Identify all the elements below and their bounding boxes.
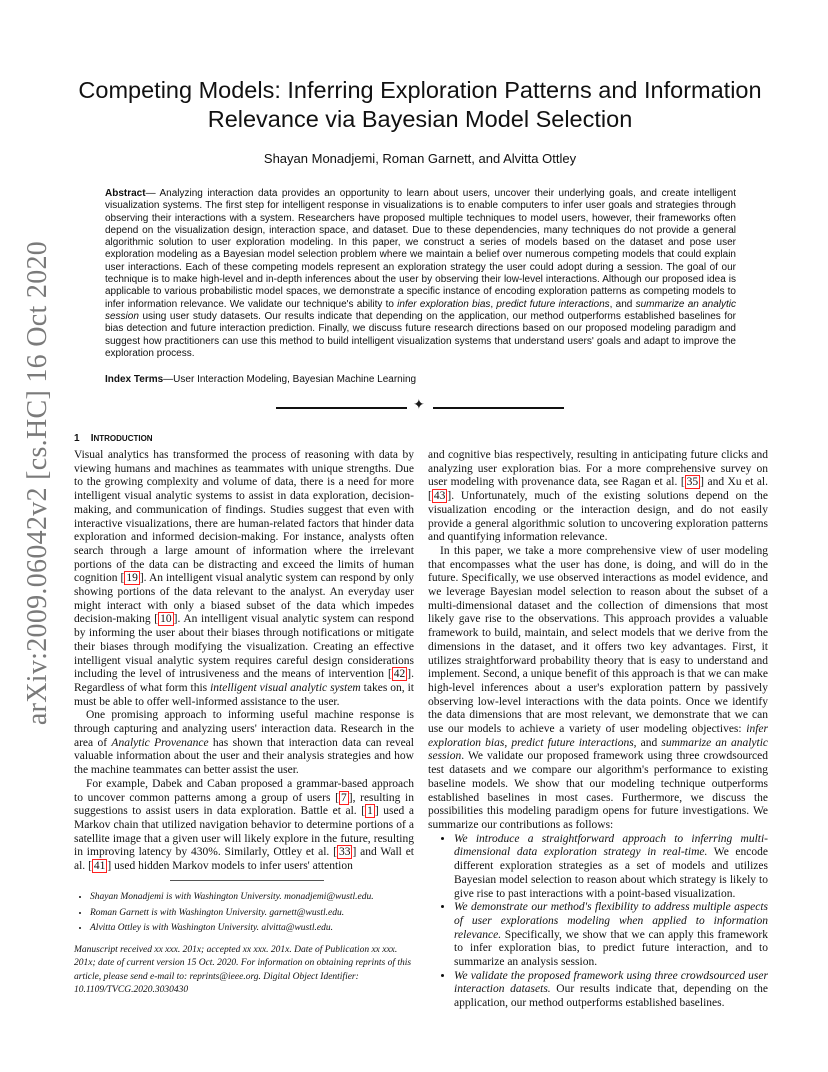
text-run: used a Markov chain that utilized navigation behavior to determine portions of a satellite image that a given user will likely explore in the future, resulting in improving latency by 430%. Similarly, Ottley et al. (74, 805, 414, 859)
text-run: Visual analytics has transformed the process of reasoning with data by viewing humans and machines as teammates with unique strengths. Due to the growing complexity and volume of data, there is a need for more intelligent visual analytic systems to assist in data exploration, decision-making, and communication of findings. Studies suggest that even with interactive visualizations, there are human-related factors that hinder data exploration and informed decision-making. For instance, analysts often search through a large amount of information where the irrelevant portions of the data can be distracting and exceed the limits of human cognition (74, 449, 414, 585)
authors: Shayan Monadjemi, Roman Garnett, and Alvitta Ottley (263, 151, 577, 166)
footnote-item: • Alvitta Ottley is with Washington University. alvitta@wustl.edu. (90, 922, 419, 936)
citation-link[interactable]: 10 (160, 613, 172, 626)
text-run: . An intelligent visual analytic system can respond by only showing portions of the data relevant to the analyst. An everyday user might interact with only a biased subset of the data which impedes decision-making (74, 572, 414, 626)
section-number: 1 (74, 433, 80, 444)
emphasis: We introduce a straightforward approach to inferring multi-dimensional data exploration strategy in real-time. (454, 832, 768, 859)
emphasis: Analytic Provenance (111, 736, 209, 749)
index-terms-label: Index Terms (105, 374, 164, 385)
abstract-em-3: summarize an analytic session (105, 298, 737, 322)
text-run: used hidden Markov models to infer users' attention (111, 860, 353, 873)
contribution-item (454, 970, 768, 1011)
index-terms-text: —User Interaction Modeling, Bayesian Machine Learning (163, 374, 417, 385)
arxiv-identifier-text: arXiv:2009.06042v2 [cs.HC] 16 Oct 2020 (22, 240, 53, 726)
text-run: and Wall et al. (74, 846, 415, 873)
emphasis: We validate the proposed framework using three crowdsourced user interaction datasets. (454, 969, 768, 996)
emphasis: infer exploration bias (428, 723, 768, 749)
citation-link[interactable]: 43 (433, 490, 446, 503)
text-run: , and (633, 736, 662, 749)
intro-paragraph-5 (428, 545, 768, 833)
text-run: and Xu et al. (704, 476, 768, 489)
emphasis: We demonstrate our method's flexibility to address multiple aspects of user explorations modeling when applied to information relevance. (454, 901, 768, 941)
text-run: , (504, 736, 512, 749)
intro-paragraph-1: Visual analytics has transformed the process of reasoning with data by viewing humans and machines as teammates with unique strengths. Due to the growing complexity and volume of data, there is a need for more intelligent visual analytic systems to assist in data exploration, decision-making, and communication of findings. Studies suggest that even with interactive visualizations, there are human-related factors that hinder data exploration and informed decision-making. For instance, analysts often search through a large amount of information where the irrelevant portions of the data can be distracting and exceed the limits of human cognition [ 19 ]. An intelligent visual analytic system can respond by only showing portions of the data relevant to the analyst. An everyday user might interact with only a biased subset of the data which impedes decision-making [ 10 ]. An intelligent visual analytic system can respond by informing the user about their biases through notifications or mitigate their biases through modifying the visualization. Creating an effective intelligent visual analytic system requires careful design considerations including the level of intrusiveness and the means of intervention [ 42 ]. Regardless of what form this intelligent visual analytic system takes on, it must be able to offer well-informed assistance to the user. (74, 449, 414, 708)
text-run: In this paper, we take a more comprehensive view of user modeling that encompasses what the user has done, is doing, and will do in the future. Specifically, we use observed interactions as model evidence, and we leverage Bayesian model selection to reason about the subset of a multi-dimensional dataset and the collection of dimensions that most likely gave rise to the observations. This approach provides a valuable framework to build, maintain, and select models that we derive from the dimensions in the dataset, and it offers two key advantages. First, it utilizes straightforward probability theory that is easy to understand and implement. Second, a unique benefit of this approach is that we can make high-level inferences about a user's exploration pattern by passively observing low-level interactions with the data points. Once we identify the data dimensions that are most relevant, we demonstrate that we can use our models to achieve a variety of user modeling objectives: (428, 544, 768, 736)
section-heading-introduction (74, 433, 153, 444)
text-run: We encode different exploration strategies as a set of models and utilizes Bayesian model selection to reason about which strategy is likely to give rise to past interactions with a point-based visualization. (454, 846, 768, 900)
text-run: . An intelligent visual analytic system can respond by informing the user about their biases through notifications or mitigate their biases through modifying the visualization. Creating an effective intelligent visual analytic system requires careful design considerations including the level of intrusiveness and the means of intervention (74, 613, 414, 681)
footnote-item: • Shayan Monadjemi is with Washington University. monadjemi@wustl.edu. (90, 891, 419, 905)
emphasis: predict future interactions (511, 736, 634, 749)
emphasis: summarize an analytic session (428, 736, 768, 763)
abstract-em-2: predict future interactions (496, 298, 610, 310)
citation-link[interactable]: 1 (367, 805, 373, 818)
text-run: . We validate our proposed framework using three crowdsourced test datasets and we compare our algorithm's performance to existing baseline models. We show that our modeling technique outperforms established baselines in most cases. Furthermore, we discuss the possibilities this modeling paradigm opens for future investigations. We summarize our contributions as follows: (428, 750, 768, 831)
text-run: For example, Dabek and Caban proposed a grammar-based approach to uncover common patterns among a group of users (74, 777, 414, 804)
index-terms (105, 374, 736, 385)
left-column (74, 449, 414, 874)
intro-paragraph-4: and cognitive bias respectively, resulting in anticipating future clicks and analyzing user exploration bias. For a more comprehensive survey on user modeling with provenance data, see Ragan et al. [ 35 ] and Xu et al. [ 43 ]. Unfortunately, much of the existing solutions depend on the visualization encoding or the interaction design, and do not easily provide a general algorithmic solution to uncovering exploration patterns and quantifying information relevance. (428, 449, 768, 544)
footnote-item: • Roman Garnett is with Washington University. garnett@wustl.edu. (90, 907, 419, 921)
section-title-rest: NTRODUCTION (93, 434, 153, 443)
text-run: has shown that interaction data can reveal valuable information about the user and their analysis strategies and how the machine teammates can better assist the user. (74, 736, 414, 777)
citation-link[interactable]: 35 (686, 476, 699, 489)
abstract-text-2: using user study datasets. Our results indicate that depending on the application, our method outperforms established baselines for bias detection and future interaction prediction. Finally, we discuss future research directions based on our proposed modeling paradigm and suggest how practitioners can use this method to build intelligent visualization systems that understand users' goals and adapt to improve the exploration process. (105, 310, 736, 359)
abstract-sep: , and (609, 298, 636, 310)
contributions-list (428, 833, 768, 1011)
paper-title (70, 76, 770, 134)
emphasis: intelligent visual analytic system (210, 681, 361, 694)
section-initial: I (90, 433, 94, 444)
divider-line-left (276, 407, 407, 409)
contribution-item (454, 833, 768, 902)
abstract-sep: , (490, 298, 497, 310)
divider-line-right (433, 407, 564, 409)
citation-link[interactable]: 42 (393, 668, 406, 681)
abstract (105, 188, 736, 360)
citation-link[interactable]: 7 (340, 791, 347, 804)
text-run: . Regardless of what form this (74, 668, 414, 694)
intro-paragraph-2 (74, 709, 414, 778)
divider-star-icon: ✦ (413, 398, 425, 413)
footnote-rule (170, 880, 324, 881)
text-run: , resulting in suggestions to assist users in data exploration. Battle et al. (74, 791, 414, 818)
text-run: and cognitive bias respectively, resulting in anticipating future clicks and analyzing user exploration bias. For a more comprehensive survey on user modeling with provenance data, see Ragan et al. (428, 449, 768, 489)
text-run: takes on, it must be able to offer well-informed assistance to the user. (74, 681, 414, 708)
right-column (428, 449, 768, 1011)
section-divider (276, 400, 564, 416)
author-footnotes (74, 891, 419, 938)
text-run: Specifically, we show that we can apply this framework to infer exploration bias, to predict future interaction, and to summarize an analysis session. (454, 928, 768, 969)
intro-paragraph-3: For example, Dabek and Caban proposed a grammar-based approach to uncover common patterns among a group of users [ 7 ], resulting in suggestions to assist users in data exploration. Battle et al. [ 1 ] used a Markov chain that utilized navigation behavior to determine portions of a satellite image that a given user will likely explore in the future, resulting in improving latency by 430%. Similarly, Ottley et al. [ 33 ] and Wall et al. [ 41 ] used hidden Markov models to infer users' attention (74, 777, 415, 873)
text-run: . Unfortunately, much of the existing solutions depend on the visualization encoding or the interaction design, and do not easily provide a general algorithmic solution to uncovering exploration patterns and quantifying information relevance. (428, 490, 768, 544)
title-line-1: Competing Models: Inferring Exploration Patterns and Information (78, 77, 762, 103)
text-run: Our results indicate that, depending on the application, our method outperforms established baselines. (454, 983, 768, 1010)
citation-link[interactable]: 33 (338, 846, 351, 859)
arxiv-identifier (16, 240, 60, 726)
abstract-em-1: infer exploration bias (397, 298, 491, 310)
abstract-label: Abstract (105, 188, 146, 199)
title-line-2: Relevance via Bayesian Model Selection (207, 106, 633, 132)
manuscript-note: Manuscript received xx xxx. 201x; accepted xx xxx. 201x. Date of Publication xx xxx. 201x; date of current version 15 Oct. 2020. For information on obtaining reprints of this article, please send e-mail to: reprints@ieee.org. Digital Object Identifier: 10.1109/TVCG.2020.3030430 (74, 945, 412, 995)
citation-link[interactable]: 19 (126, 572, 138, 585)
text-run: One promising approach to informing useful machine response is through capturing and analyzing users' interaction data. Research in the area of (74, 709, 414, 749)
abstract-text: — Analyzing interaction data provides an opportunity to learn about users, uncover their underlying goals, and create intelligent visualization systems. The first step for intelligent response in visualizations is to enable computers to infer user goals and strategies through observing their interactions with a system. Researchers have proposed multiple techniques to model users, however, their frameworks often depend on the visualization design, interaction space, and dataset. Due to these dependencies, many techniques do not provide a general algorithmic solution to user exploration modeling. In this paper, we construct a series of models based on the dataset and pose user exploration modeling as a Bayesian model selection problem where we maintain a belief over numerous competing models that could explain user interactions. Each of these competing models represent an exploration strategy the user could adopt during a session. The goal of our technique is to make high-level and in-depth inferences about the user by observing their low-level interactions. Although our proposed idea is applicable to various probabilistic model spaces, we demonstrate a specific instance of encoding exploration patterns as competing models to infer information relevance. We validate our technique's ability to (105, 188, 736, 310)
contribution-item (454, 901, 768, 970)
citation-link[interactable]: 41 (93, 860, 106, 873)
